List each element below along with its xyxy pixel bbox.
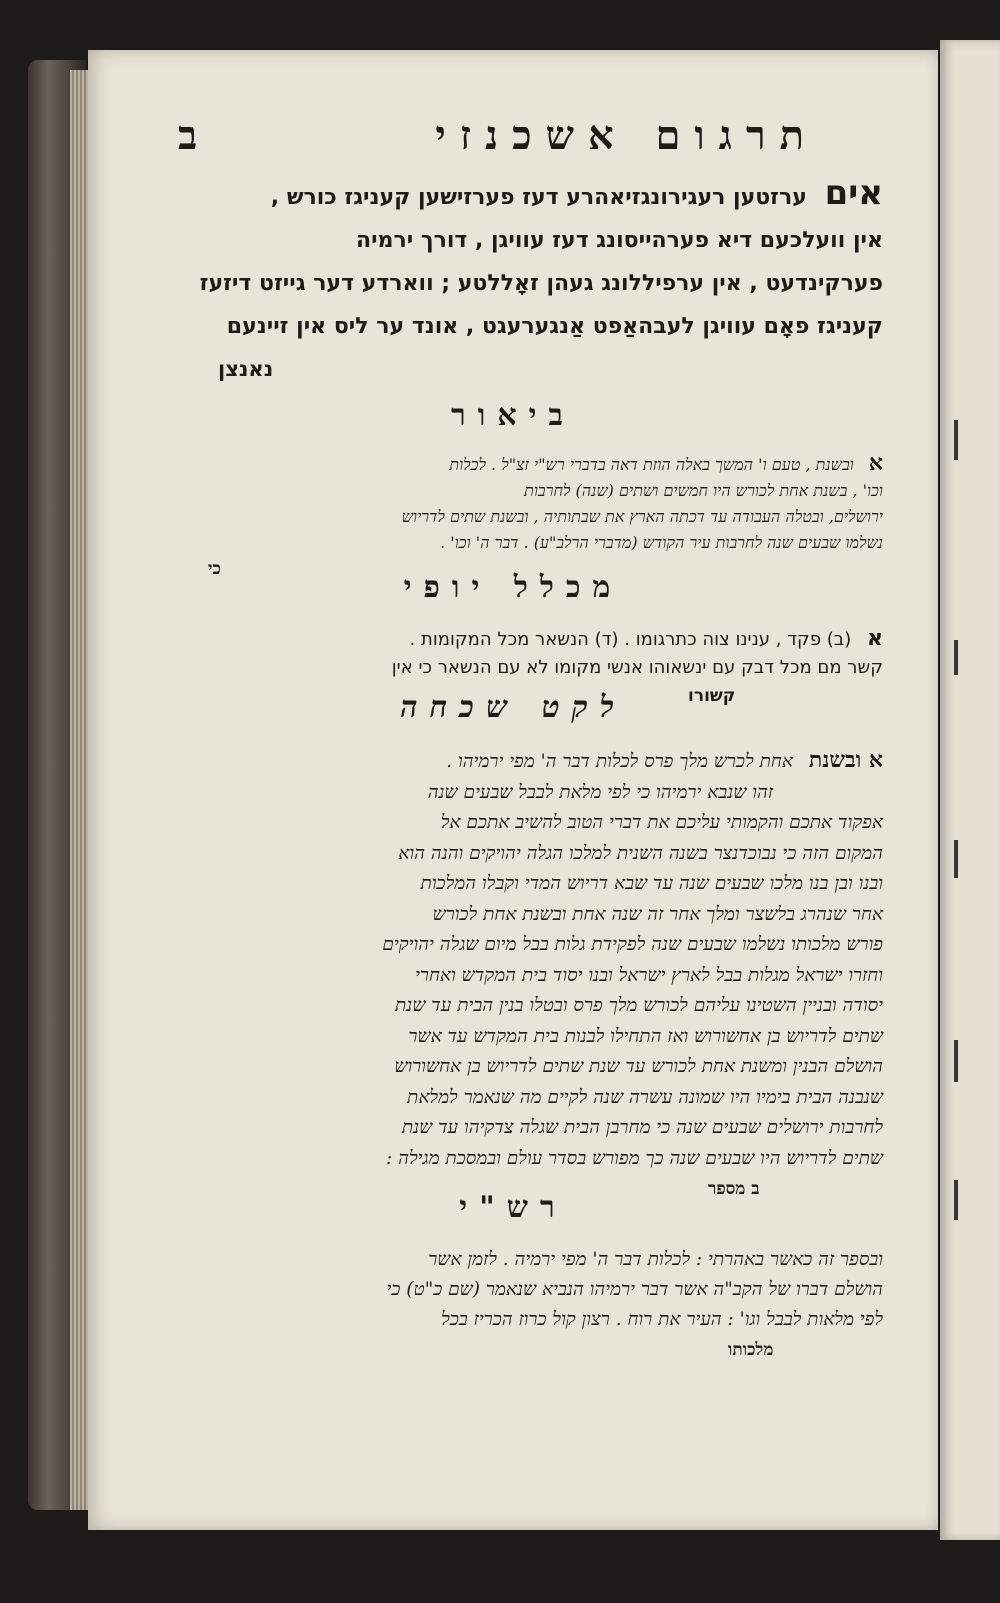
german-translation-block — [158, 172, 883, 391]
commentary-line: וכו' , בשנת אחת לכורש היו חמשים ושתים (שנה) לחרבות — [524, 481, 883, 500]
leket-shikhcha-commentary — [168, 745, 883, 1205]
first-word: אים — [824, 173, 883, 213]
translation-line: פערקינדעט , אין ערפיללונג געהן זאָללטע ; ווארדע דער גייזט דיזעז — [199, 271, 883, 296]
page-content — [88, 50, 938, 1530]
commentary-line: ובנו ובן בנו מלכו שבעים שנה עד שבא דריוש המדי וקבלו המלכות — [420, 873, 883, 894]
commentary-line: קשר מם מכל דבק עם ינשאוהו אנשי מקומו לא עם הנשאר כי אין — [391, 657, 883, 678]
translation-line: אים ערזטען רעגירונגזיאהרע דעז פערזישען קעניגז כורש , — [270, 173, 883, 213]
translation-line: קעניגז פאָם עוויגן לעבהאַפט אַנגערעגט , אונד ער ליס אין זיינעם — [226, 314, 883, 339]
commentary-line: א ובשנת אחת לכרש מלך פרס לכלות דבר ה' מפי ירמיהו . — [446, 747, 883, 773]
section-heading-mikhlal-yofi: מכלל יופי — [403, 570, 623, 605]
commentary-line: שתים לדריוש היו שבעים שנה כך מפורש בסדר עולם ובמסכת מגילה : — [386, 1147, 883, 1169]
commentary-line: א (ב) פקד , ענינו צוה כתרגומו . (ד) הנשאר מכל המקומות . — [409, 626, 883, 651]
biur-commentary — [168, 450, 883, 582]
verse-label: א ובשנת — [808, 747, 883, 773]
commentary-line: אפקוד אתכם והקמותי עליכם את דברי הטוב להשיב אתכם אל — [440, 812, 883, 833]
commentary-line: זהו שנבא ירמיהו כי לפי מלאת לבבל שבעים שנה — [427, 781, 773, 803]
running-header — [178, 112, 818, 159]
commentary-line: ובספר זה כאשר באהרתי : לכלות דבר ה' מפי ירמיה . לזמן אשר — [428, 1249, 883, 1270]
commentary-line: אחר שנהרג בלשצר ומלך אחר זה שנה אחת ובשנת אחת לכורש — [432, 903, 883, 925]
section-heading-biur: ביאור — [451, 398, 575, 433]
page-number: ב — [178, 112, 200, 159]
rashi-commentary — [168, 1245, 883, 1365]
commentary-line: ירושלים, ובטלה העבודה עד דכתה הארץ את שבתותיה , ובשנת שתים לדריוש — [401, 507, 883, 526]
verse-label: א — [866, 626, 883, 651]
catchword: קשורו — [688, 686, 736, 706]
commentary-line: לפי מלאות לבבל וגו' : העיר את רוח . רצון קול כרוז הכריז בכל — [441, 1309, 883, 1330]
commentary-line: פורש מלכותו נשלמו שבעים שנה לפקידת גלות בבל מיום שגלה יהויקים — [382, 934, 883, 955]
commentary-line: הושלם דברו של הקב"ה אשר דבר ירמיהו הנביא שנאמר (שם כ"ט) כי — [386, 1279, 883, 1300]
translation-line: אין וועלכעם דיא פערהייסונג דעז עוויגן , דורך ירמיה — [355, 228, 883, 253]
commentary-line: נשלמו שבעים שנה לחרבות עיר הקודש (מדברי הרלב"ע) . דבר ה' וכו' . — [440, 533, 883, 552]
commentary-line: הושלם הבנין ומשנת אחת לכורש עד שנת שתים לדריוש בן אחשורוש — [394, 1056, 883, 1077]
commentary-line: שתים לדריוש בן אחשורוש ואז התחילו לבנות בית המקדש עד אשר — [408, 1025, 883, 1047]
book-page — [88, 50, 938, 1530]
catchword: מלכותו — [728, 1340, 774, 1360]
facing-page-edge — [940, 40, 1000, 1540]
commentary-line: המקום הזה כי נבוכדנצר בשנה השנית למלכו הגלה יהויקים והנה הוא — [398, 842, 883, 864]
page-title: תרגום אשכנזי — [435, 112, 818, 159]
commentary-line: לחרבות ירושלים שבעים שנה כי מחרבן הבית שגלה צדקיהו עד שנת — [401, 1117, 883, 1138]
section-heading-leket-shikhcha: לקט שכחה — [400, 690, 626, 725]
section-heading-rashi: רש"י — [459, 1190, 567, 1225]
catchword: נאנצן — [218, 357, 274, 381]
commentary-line: א ובשנת , טעם ו' המשך באלה הוזת דאה בדברי רש"י זצ"ל . לכלות — [449, 450, 883, 476]
commentary-line: יסודה ובניין השטינו עליהם לכורש מלך פרס ובטלו בנין הבית עד שנת — [395, 995, 883, 1016]
commentary-line: שנבנה הבית בימיו היו שמונה עשרה שנה לקיים מה שנאמר למלאת — [407, 1086, 883, 1108]
catchword: כי — [208, 559, 221, 579]
catchword: ב מספר — [708, 1179, 760, 1199]
verse-label: א — [868, 450, 883, 476]
commentary-line: וחזרו ישראל מגלות בבל לארץ ישראל ובנו יסוד בית המקדש ואחרי — [415, 964, 883, 986]
